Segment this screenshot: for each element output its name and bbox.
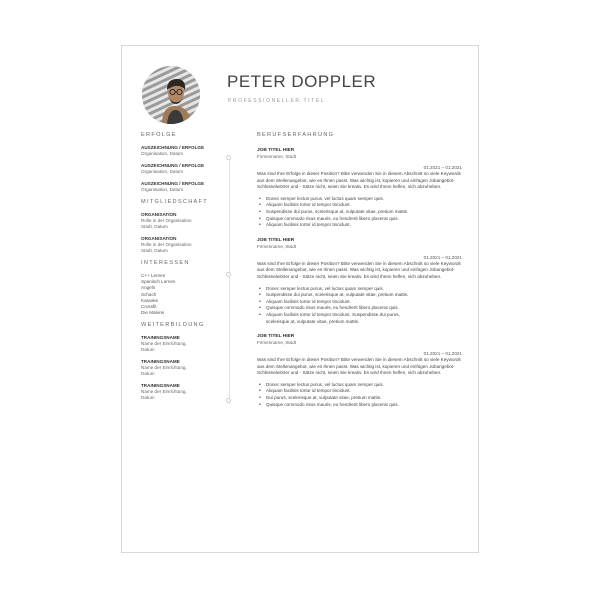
bullet-item: • Suspendisse dui purus, scelerisque at, vulputate vitae, pretium mattis.	[266, 292, 462, 299]
entry-title: ORGANISATION	[141, 236, 177, 241]
right-column	[257, 132, 462, 417]
interest-item: Angeln	[141, 285, 156, 291]
job-entry	[257, 334, 462, 408]
achievements-section	[141, 132, 223, 193]
section-title: INTERESSEN	[141, 260, 190, 266]
job-company: Firmenname, Stadt	[257, 154, 297, 159]
bullet-item: • Donec semper lectus purus, vel luctus quam semper quis.	[266, 382, 462, 389]
bullet-item: • Aliquam facilisis tortor id tempor tincidunt.	[266, 388, 462, 395]
job-company: Firmenname, Stadt	[257, 340, 297, 346]
training-entry	[141, 335, 223, 353]
entry-detail: Datum	[141, 347, 155, 353]
bullet-item: • Quisque commodo risus mauris, eu hendrerit libero placerat quis.	[266, 402, 462, 409]
job-bullets	[257, 382, 462, 408]
resume-page	[121, 45, 479, 553]
membership-entry	[141, 212, 223, 230]
entry-title: ORGANISATION	[141, 212, 177, 217]
achievement-entry	[141, 181, 223, 193]
section-title: BERUFSERFAHRUNG	[257, 132, 335, 138]
section-title: ERFOLGE	[141, 132, 177, 138]
entry-detail: Name der Einrichtung,	[141, 365, 187, 371]
person-name: PETER DOPPLER	[227, 72, 377, 91]
job-bullets	[257, 286, 462, 326]
timeline-dot	[226, 155, 231, 160]
entry-detail: Organisation, Datum	[141, 187, 184, 192]
job-entry	[257, 238, 462, 325]
bullet-item: • Dui purus, scelerisque at, vulputate vitae, pretium mattis.	[266, 395, 462, 402]
entry-title: TRAININGSNAME	[141, 335, 180, 341]
timeline-line	[229, 158, 230, 404]
bullet-item: • Donec semper lectus purus, vel luctus quam semper quis.	[266, 196, 462, 203]
entry-detail: Datum	[141, 371, 155, 377]
interest-item: Die Malerei	[141, 310, 165, 316]
timeline-dot	[226, 272, 231, 277]
membership-section	[141, 199, 223, 254]
job-bullets	[257, 196, 462, 229]
job-company: Firmenname, Stadt	[257, 243, 297, 249]
job-description: Was sind Ihre Erfolge in dieser Position? Bitte verwenden Sie in diesem Abschnitt so viele Keywords aus dem Stellenangebot, wie es Ihnen passt. Was wichtig ist, kopieren und einfügen Jobangebot-Schlüsselwörter und - Sätze nicht, seien Sie kreativ. Es wird Ihnen helfen, sich abzuheben.	[257, 357, 461, 376]
left-column	[141, 132, 223, 407]
bullet-item: • Quisque commodo risus mauris, eu hendrerit libero placerat quis.	[266, 216, 462, 223]
entry-title: TRAININGSNAME	[141, 359, 180, 365]
interest-item: Schach	[141, 291, 157, 297]
entry-detail: Rolle in der Organisation	[141, 242, 192, 247]
interest-item: Karaoke	[141, 297, 159, 303]
interest-item: C++ Lernen	[141, 273, 166, 278]
bullet-item: • Aliquam facilisis tortor id tempor tincidunt.	[266, 299, 462, 306]
job-date: 01.2021 – 01.2021	[423, 351, 462, 357]
entry-title: TRAININGSNAME	[141, 383, 180, 389]
bullet-item: • Aliquam facilisis tortor id tempor tincidunt. Suspendisse dui purus,	[266, 312, 462, 319]
interests-section	[141, 260, 223, 316]
job-date: 01.2021 – 01.2021	[423, 165, 462, 170]
timeline-dot	[226, 398, 231, 403]
entry-detail: Rolle in der Organisation	[141, 218, 192, 223]
training-entry	[141, 383, 223, 401]
section-title: MITGLIEDSCHAFT	[141, 199, 208, 205]
entry-detail: Stadt, Datum	[141, 224, 168, 229]
achievement-entry	[141, 145, 223, 157]
bullet-item: • Quisque commodo risus mauris, eu hendrerit libero placerat quis.	[266, 305, 462, 312]
entry-detail: Datum	[141, 395, 155, 401]
interest-item: Crossfit	[141, 304, 157, 310]
achievement-entry	[141, 163, 223, 175]
job-title: JOB TITEL HIER	[257, 148, 295, 153]
entry-detail: Stadt, Datum	[141, 248, 168, 253]
training-entry	[141, 359, 223, 377]
entry-detail: Name der Einrichtung,	[141, 389, 187, 395]
job-description: Was sind Ihre Erfolge in dieser Position? Bitte verwenden Sie in diesem Abschnitt so viele Keywords aus dem Stellenangebot, wie es Ihnen passt. Was wichtig ist, kopieren und einfügen Jobangebot-Schlüsselwörter und - Sätze nicht, seien Sie kreativ. Es wird Ihnen helfen, sich abzuheben.	[257, 260, 461, 279]
bullet-item-continuation: scelerisque at, vulputate vitae, pretium mattis.	[266, 318, 360, 324]
membership-entry	[141, 236, 223, 254]
job-title: JOB TITEL HIER	[257, 237, 295, 243]
job-entry	[257, 148, 462, 229]
bullet-item: • Donec semper lectus purus, vel luctus quam semper quis.	[266, 286, 462, 293]
interest-item: Spanisch Lernen	[141, 279, 176, 285]
job-title: JOB TITEL HIER	[257, 334, 295, 340]
section-title: WEITERBILDUNG	[141, 322, 205, 329]
entry-title: AUSZEICHNUNG / ERFOLGE	[141, 163, 205, 168]
job-date: 01.2021 – 01.2021	[423, 254, 462, 260]
bullet-item: • Suspendisse dui purus, scelerisque at, vulputate vitae, pretium mattis.	[266, 209, 462, 216]
person-photo-icon	[142, 66, 200, 124]
entry-detail: Organisation, Datum	[141, 169, 184, 174]
professional-title: PROFESSIONELLER TITEL	[228, 98, 326, 104]
entry-title: AUSZEICHNUNG / ERFOLGE	[141, 145, 205, 150]
entry-detail: Name der Einrichtung,	[141, 341, 187, 347]
entry-title: AUSZEICHNUNG / ERFOLGE	[141, 181, 205, 186]
profile-photo	[142, 66, 200, 124]
bullet-item: • Aliquam facilisis tortor id tempor tincidunt.	[266, 222, 462, 229]
bullet-item: • Aliquam facilisis tortor id tempor tincidunt.	[266, 202, 462, 209]
training-section	[141, 322, 223, 401]
entry-detail: Organisation, Datum	[141, 151, 184, 156]
job-description: Was sind Ihre Erfolge in dieser Position? Bitte verwenden Sie in diesem Abschnitt so viele Keywords aus dem Stellenangebot, wie es Ihnen passt. Was wichtig ist, kopieren und einfügen Jobangebot-Schlüsselwörter und - Sätze nicht, seien Sie kreativ. Es wird Ihnen helfen, sich abzuheben.	[257, 171, 461, 190]
